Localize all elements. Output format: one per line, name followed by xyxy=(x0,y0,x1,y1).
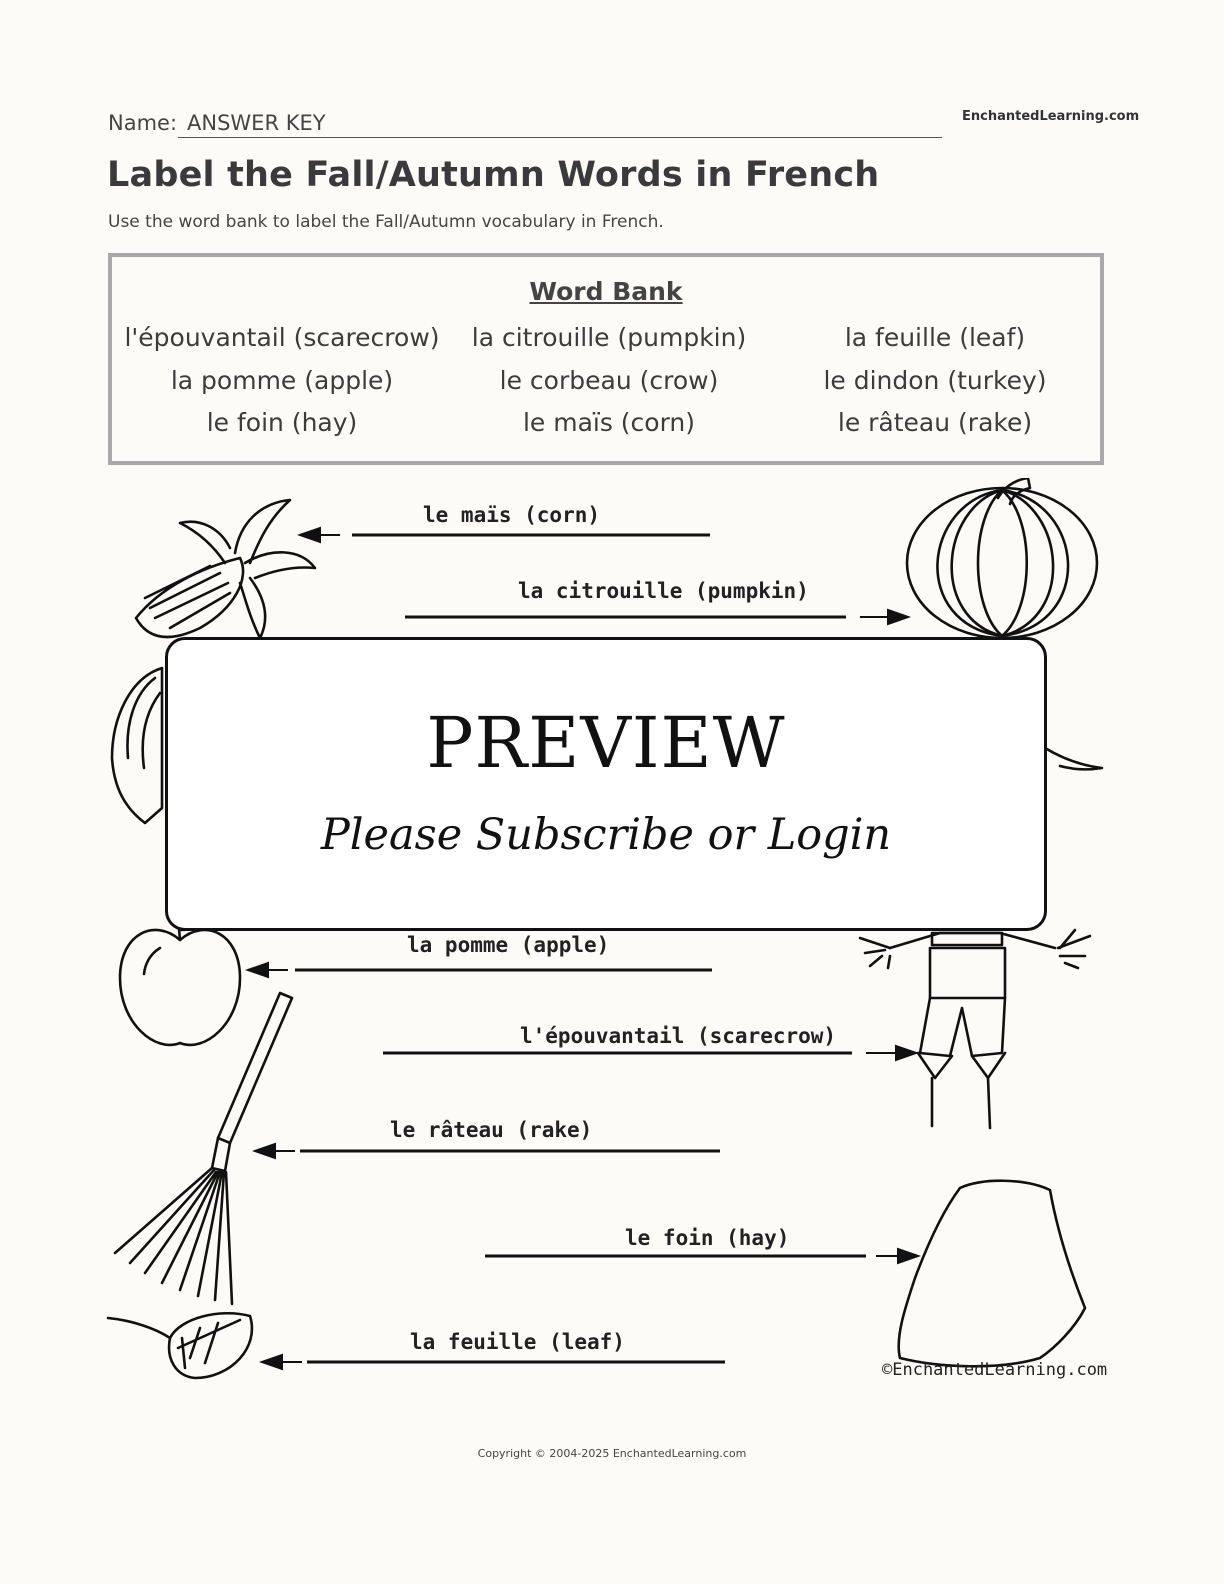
subscribe-login-prompt[interactable]: Please Subscribe or Login xyxy=(320,810,892,860)
turkey-drawing xyxy=(112,668,162,823)
scarecrow-drawing xyxy=(860,930,1090,1128)
label-rake: le râteau (rake) xyxy=(390,1118,593,1142)
label-hay: le foin (hay) xyxy=(625,1226,790,1250)
word-bank-item: l'épouvantail (scarecrow) xyxy=(124,323,440,352)
label-pumpkin: la citrouille (pumpkin) xyxy=(518,579,809,603)
word-bank xyxy=(108,253,1104,465)
pumpkin-drawing xyxy=(907,478,1097,638)
page-subtitle: Use the word bank to label the Fall/Autumn vocabulary in French. xyxy=(108,212,664,232)
word-bank-item: le râteau (rake) xyxy=(837,408,1033,437)
leaf-drawing xyxy=(108,1313,252,1378)
footer-copyright: Copyright © 2004-2025 EnchantedLearning.com xyxy=(477,1447,747,1460)
word-bank-item: la pomme (apple) xyxy=(170,366,394,395)
name-label: Name: xyxy=(108,111,178,135)
word-bank-item: le dindon (turkey) xyxy=(823,366,1047,395)
preview-title: PREVIEW xyxy=(426,702,786,784)
word-bank-item: le maïs (corn) xyxy=(522,408,696,437)
label-scarecrow: l'épouvantail (scarecrow) xyxy=(520,1024,837,1048)
preview-overlay[interactable] xyxy=(165,637,1047,931)
crow-drawing xyxy=(1045,748,1102,769)
label-corn: le maïs (corn) xyxy=(423,503,601,527)
word-bank-title: Word Bank xyxy=(529,277,683,306)
word-bank-item: la citrouille (pumpkin) xyxy=(471,323,747,352)
word-bank-item: la feuille (leaf) xyxy=(844,323,1026,352)
hay-drawing xyxy=(899,1181,1085,1367)
name-underline xyxy=(178,137,942,138)
name-value[interactable]: ANSWER KEY xyxy=(187,111,326,135)
apple-drawing xyxy=(120,916,240,1045)
worksheet-illustration xyxy=(100,478,1110,1398)
page-title: Label the Fall/Autumn Words in French xyxy=(107,155,880,195)
label-leaf: la feuille (leaf) xyxy=(410,1330,625,1354)
word-bank-item: le corbeau (crow) xyxy=(499,366,719,395)
corn-drawing xyxy=(136,500,315,638)
label-apple: la pomme (apple) xyxy=(407,933,610,957)
site-link[interactable]: EnchantedLearning.com xyxy=(962,109,1140,124)
art-copyright: ©EnchantedLearning.com xyxy=(882,1360,1108,1380)
word-bank-item: le foin (hay) xyxy=(206,408,358,437)
